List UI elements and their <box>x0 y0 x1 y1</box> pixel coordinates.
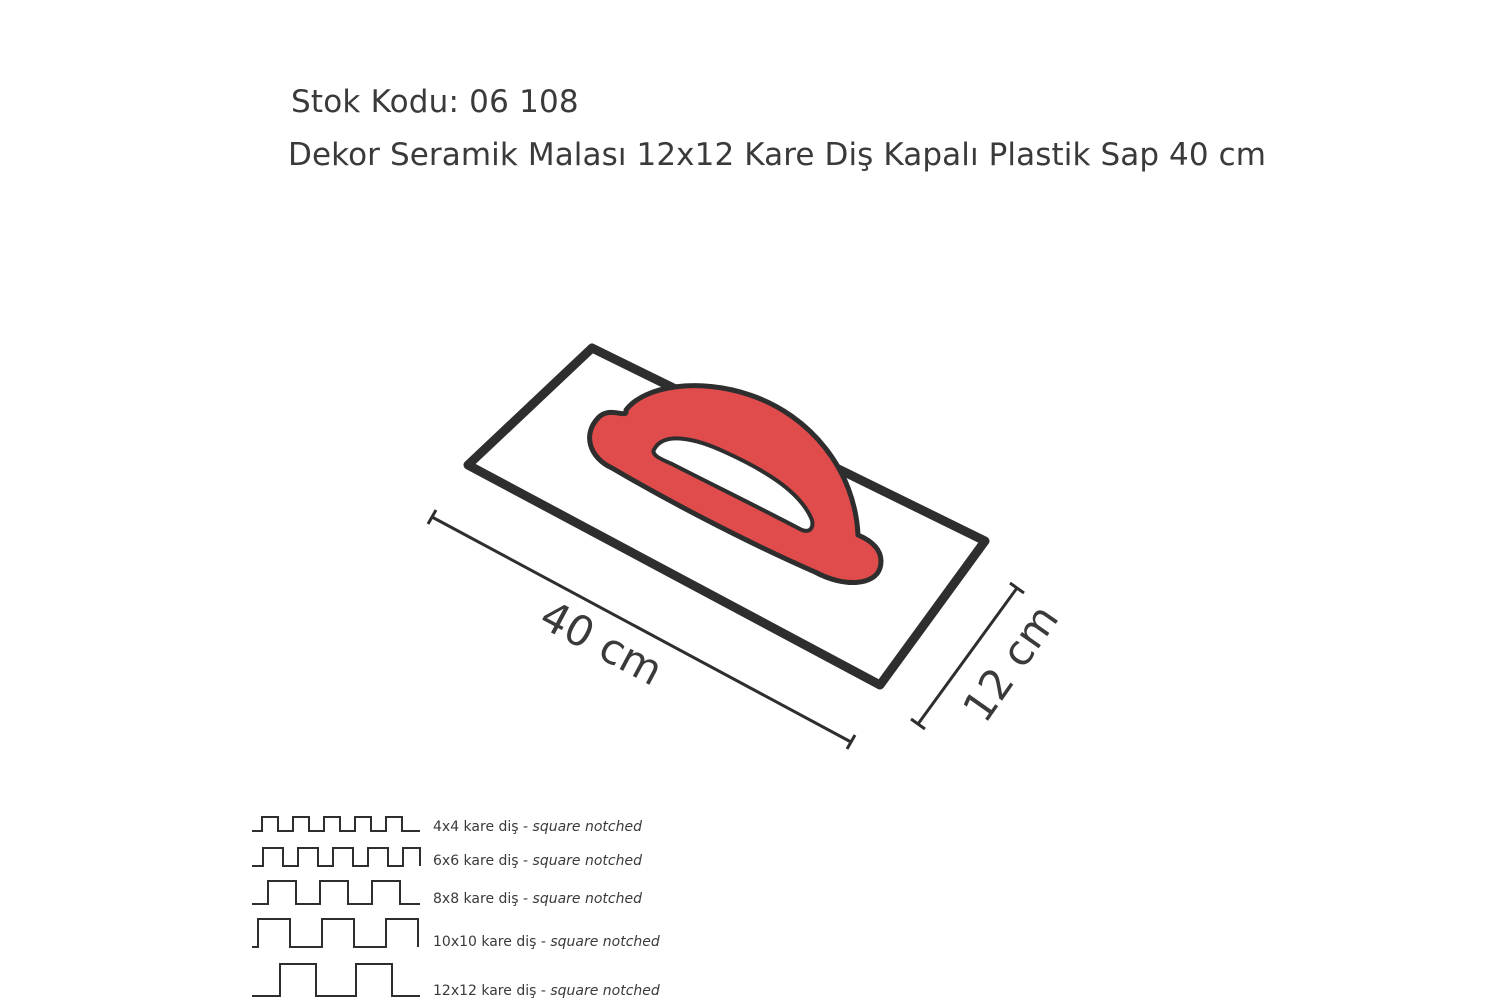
notch-profile-12x12 <box>252 964 420 996</box>
notch-label-tr: 4x4 kare diş <box>433 819 519 835</box>
notch-profile-8x8 <box>252 881 420 904</box>
notch-label-en: square notched <box>532 819 642 835</box>
notch-label-4x4 <box>433 819 642 835</box>
notch-label-tr: 6x6 kare diş <box>433 853 519 869</box>
notch-label-sep: - <box>536 983 551 999</box>
notch-label-en: square notched <box>550 983 660 999</box>
stock-code: Stok Kodu: 06 108 <box>291 84 579 120</box>
product-title: Dekor Seramik Malası 12x12 Kare Diş Kapalı Plastik Sap 40 cm <box>288 137 1267 173</box>
notch-label-10x10 <box>433 934 660 950</box>
width-label: 12 cm <box>953 595 1069 731</box>
notch-label-tr: 12x12 kare diş <box>433 983 537 999</box>
notch-profile-10x10 <box>252 919 418 947</box>
notch-label-sep: - <box>518 891 533 907</box>
notch-label-sep: - <box>536 934 551 950</box>
notch-legend <box>252 817 420 996</box>
notch-legend-labels <box>433 819 660 999</box>
notch-label-sep: - <box>518 853 533 869</box>
notch-label-en: square notched <box>532 853 642 869</box>
notch-label-tr: 8x8 kare diş <box>433 891 519 907</box>
notch-label-6x6 <box>433 853 642 869</box>
notch-label-sep: - <box>518 819 533 835</box>
notch-label-12x12 <box>433 983 660 999</box>
notch-label-tr: 10x10 kare diş <box>433 934 537 950</box>
notch-label-en: square notched <box>532 891 642 907</box>
notch-label-en: square notched <box>550 934 660 950</box>
notch-label-8x8 <box>433 891 642 907</box>
notch-profile-4x4 <box>252 817 420 831</box>
notch-profile-6x6 <box>252 848 420 866</box>
length-label: 40 cm <box>532 590 671 696</box>
